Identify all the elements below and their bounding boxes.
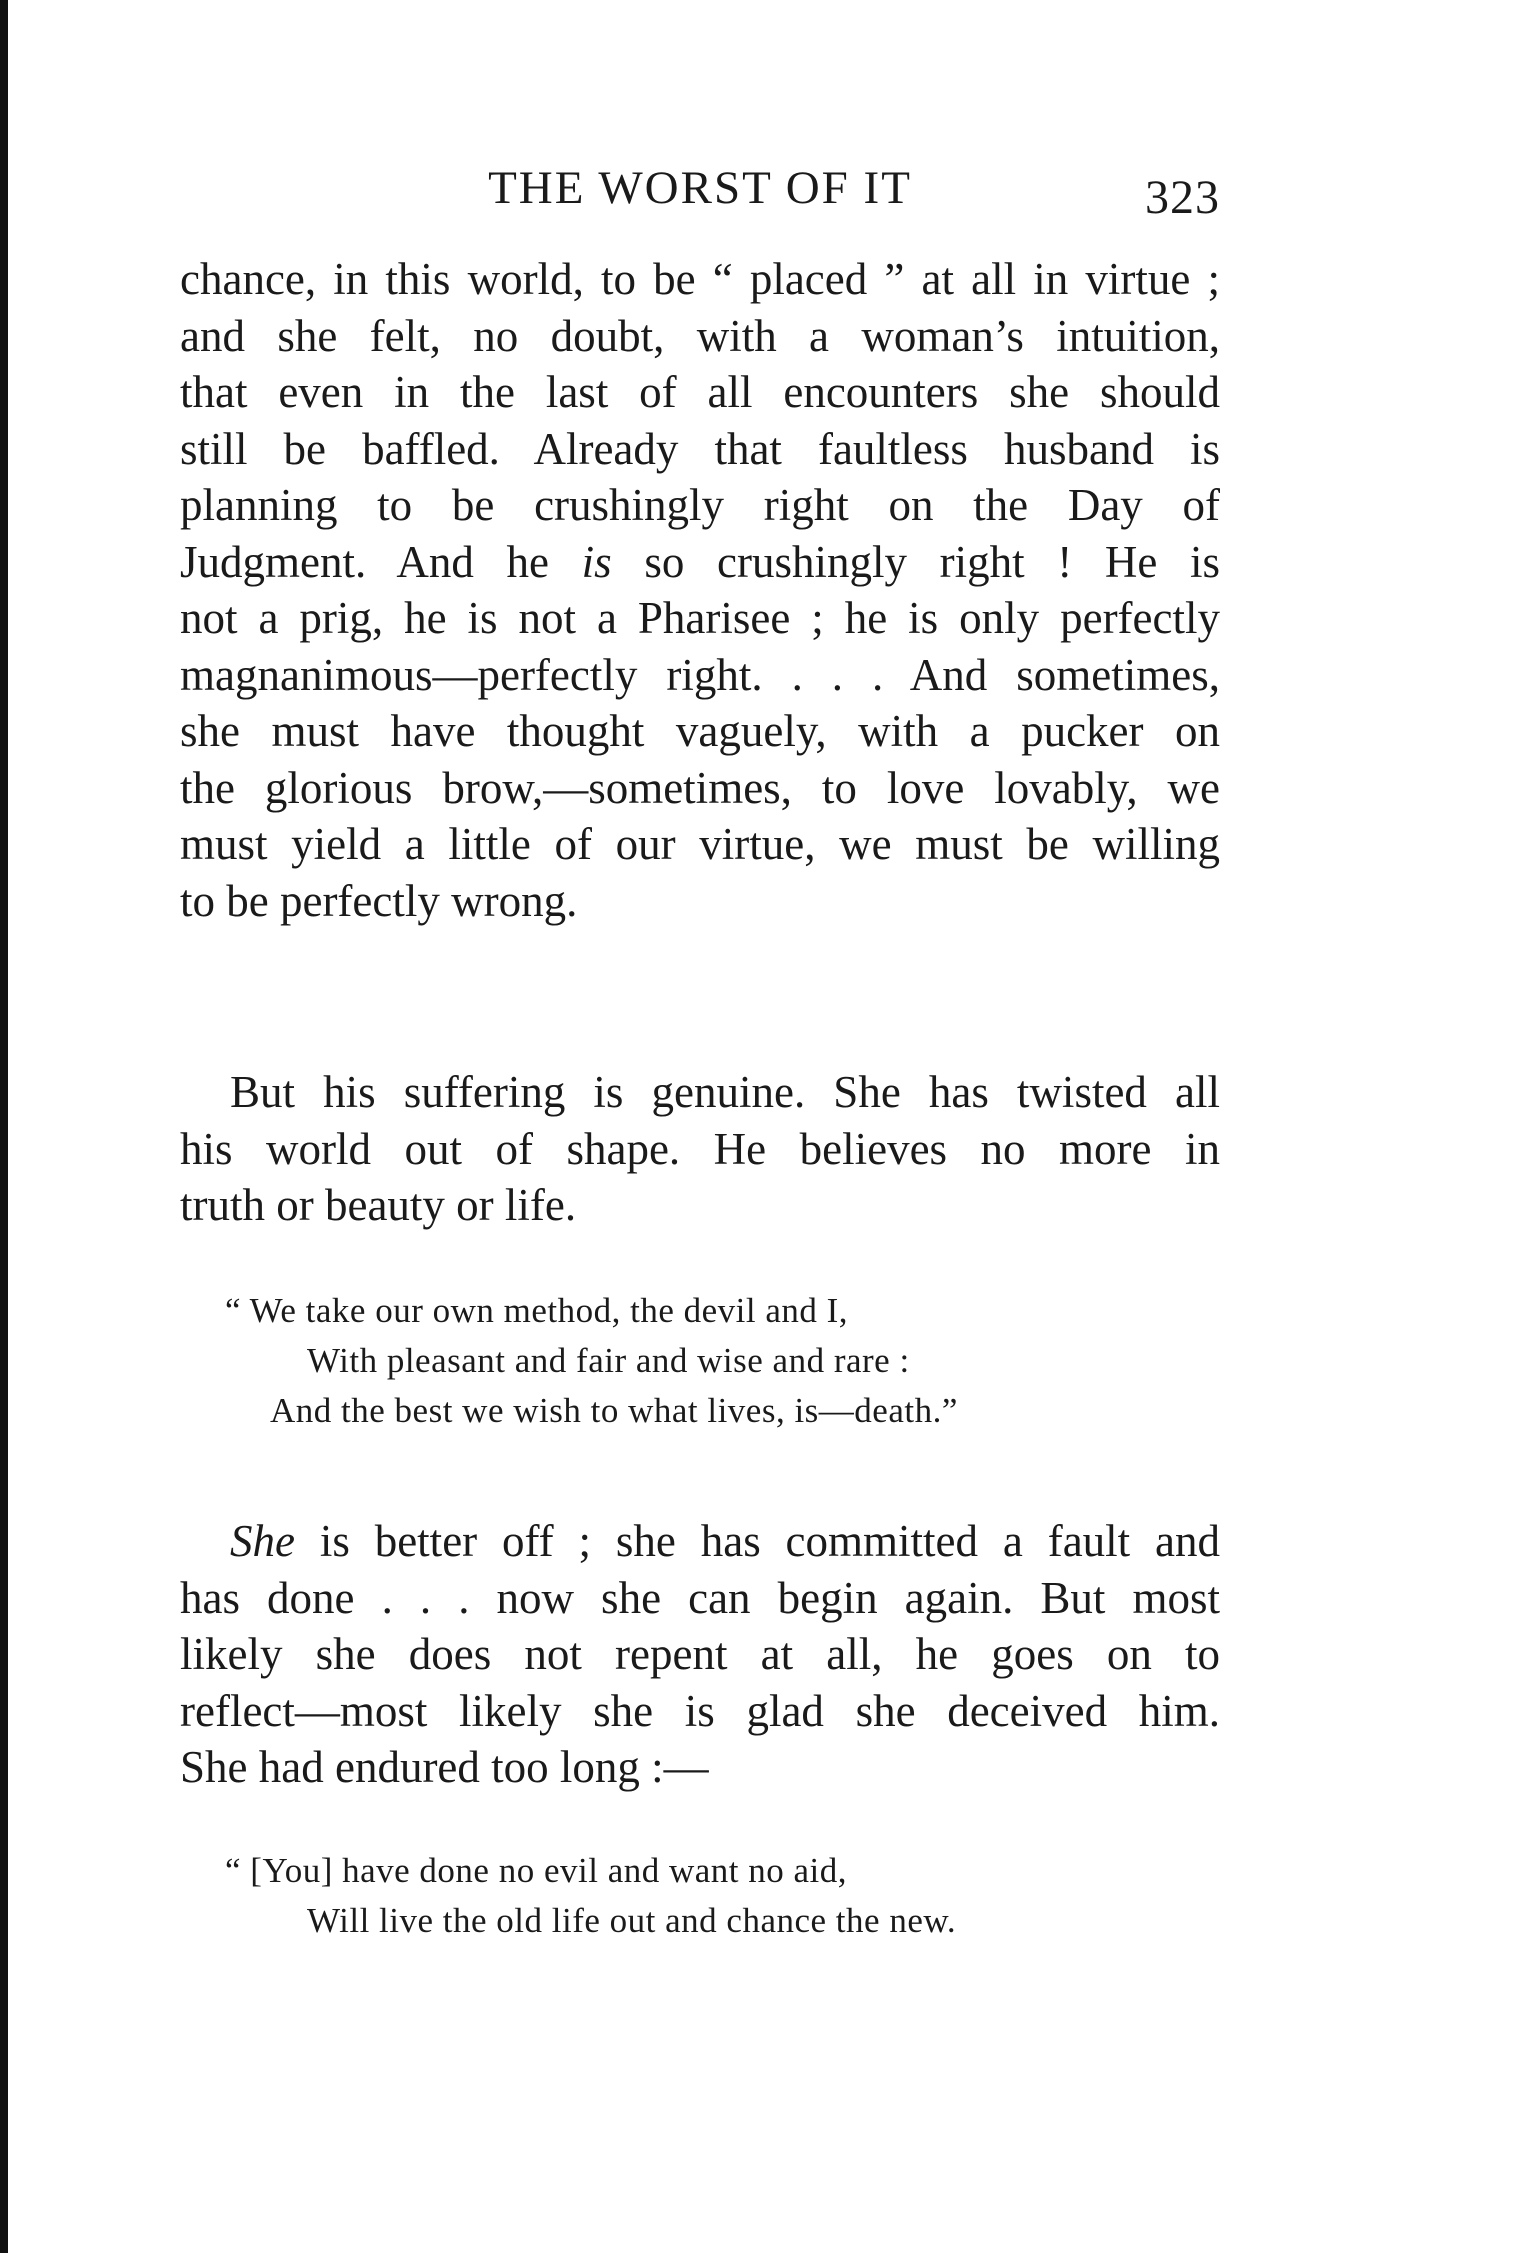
verse-quote-2	[225, 1846, 1205, 1946]
page-edge-shadow	[0, 0, 8, 2253]
verse-quote-1	[225, 1286, 1205, 1436]
verse-line: With pleasant and fair and wise and rare :	[307, 1341, 910, 1380]
text-line: she must have thought vaguely, with a pucker on	[180, 706, 1220, 756]
text-line: She had endured too long :—	[180, 1742, 709, 1792]
text-line: to be perfectly wrong.	[180, 875, 578, 926]
page-number: 323	[1145, 171, 1220, 224]
text-line: and she felt, no doubt, with a woman’s intuition,	[180, 310, 1220, 361]
paragraph-2	[180, 1064, 1220, 1234]
verse-line: “ We take our own method, the devil and I,	[225, 1291, 849, 1330]
text-line	[180, 1513, 1220, 1570]
text-fragment: Judgment. And he	[180, 536, 582, 587]
text-line: the glorious brow,—sometimes, to love lovably, we	[180, 762, 1220, 813]
text-line: has done . . . now she can begin again. But most	[180, 1572, 1220, 1623]
text-line: chance, in this world, to be “ placed ” at all in virtue ;	[180, 254, 1220, 304]
text-line: his world out of shape. He believes no more in	[180, 1123, 1220, 1174]
text-fragment: so crushingly right ! He is	[611, 536, 1221, 587]
running-title: THE WORST OF IT	[488, 162, 912, 214]
text-line: But his suffering is genuine. She has twisted all	[230, 1067, 1220, 1117]
running-head	[180, 158, 1220, 224]
verse-line: “ [You] have done no evil and want no aid,	[225, 1851, 848, 1890]
italic-emphasis: She	[230, 1516, 295, 1566]
text-line: still be baffled. Already that faultless husband is	[180, 423, 1220, 474]
text-line	[180, 534, 1220, 591]
text-fragment: is better off ; she has committed a fault and	[294, 1516, 1220, 1566]
verse-line: And the best we wish to what lives, is—death.”	[270, 1391, 958, 1430]
text-line: that even in the last of all encounters she should	[180, 367, 1220, 417]
text-line: reflect—most likely she is glad she deceived him.	[180, 1685, 1220, 1736]
text-line: must yield a little of our virtue, we must be willing	[180, 819, 1220, 869]
italic-emphasis: is	[581, 536, 612, 587]
text-line: likely she does not repent at all, he goes on to	[180, 1629, 1220, 1679]
verse-line: Will live the old life out and chance the new.	[307, 1901, 957, 1940]
text-line: planning to be crushingly right on the Day of	[180, 480, 1220, 530]
text-line: truth or beauty or life.	[180, 1180, 577, 1230]
text-line: not a prig, he is not a Pharisee ; he is only perfectly	[180, 593, 1220, 643]
paragraph-1	[180, 251, 1220, 929]
text-line: magnanimous—perfectly right. . . . And sometimes,	[180, 649, 1220, 700]
paragraph-3	[180, 1513, 1220, 1796]
